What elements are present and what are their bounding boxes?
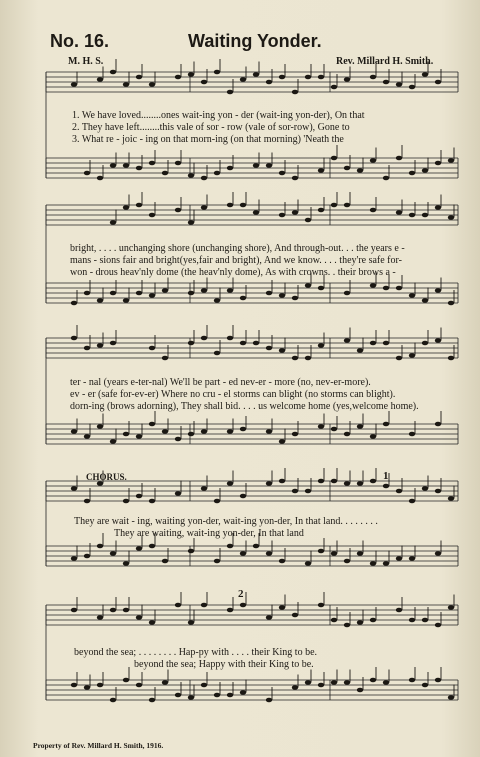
notehead [227, 90, 233, 95]
notehead [422, 683, 428, 688]
notehead [240, 203, 246, 208]
notehead [253, 72, 259, 77]
notehead [201, 336, 207, 341]
notehead [136, 615, 142, 620]
notehead [214, 70, 220, 75]
notehead [383, 176, 389, 181]
notehead [279, 605, 285, 610]
notehead [344, 432, 350, 437]
notehead [97, 424, 103, 429]
notehead [370, 561, 376, 566]
notehead [318, 208, 324, 213]
notehead [149, 544, 155, 549]
notehead [123, 499, 129, 504]
notehead [227, 429, 233, 434]
music-credit: Rev. Millard H. Smith. [336, 56, 434, 67]
notehead [214, 693, 220, 698]
notehead [422, 72, 428, 77]
notehead [227, 544, 233, 549]
notehead [240, 551, 246, 556]
notehead [279, 75, 285, 80]
notehead [292, 613, 298, 618]
notehead [357, 620, 363, 625]
notehead [279, 213, 285, 218]
notehead [279, 171, 285, 176]
notehead [97, 615, 103, 620]
notehead [123, 561, 129, 566]
notehead [331, 479, 337, 484]
notehead [149, 620, 155, 625]
notehead [266, 346, 272, 351]
notehead [357, 348, 363, 353]
system2-line-2: mans - sions fair and bright(yes,fair and bright), And we know. . . . they're safe for- [70, 255, 402, 266]
notehead [409, 293, 415, 298]
notehead [266, 429, 272, 434]
notehead [201, 80, 207, 85]
notehead [357, 424, 363, 429]
notehead [227, 288, 233, 293]
chorus-label: CHORUS. [86, 472, 127, 482]
notehead [292, 90, 298, 95]
notehead [357, 168, 363, 173]
notehead [331, 618, 337, 623]
notehead [396, 356, 402, 361]
notehead [110, 163, 116, 168]
notehead [97, 77, 103, 82]
notehead [149, 213, 155, 218]
notehead [136, 434, 142, 439]
notehead [370, 283, 376, 288]
notehead [97, 544, 103, 549]
notehead [383, 80, 389, 85]
ending-soprano-line: beyond the sea; . . . . . . . . Hap-py with . . . . their King to be. [74, 647, 318, 658]
notehead [123, 163, 129, 168]
notehead [344, 291, 350, 296]
notehead [383, 680, 389, 685]
notehead [175, 161, 181, 166]
notehead [71, 608, 77, 613]
notehead [396, 608, 402, 613]
notehead [266, 551, 272, 556]
notehead [318, 286, 324, 291]
notehead [97, 343, 103, 348]
notehead [175, 208, 181, 213]
notehead [188, 72, 194, 77]
notehead [344, 623, 350, 628]
notehead [240, 341, 246, 346]
notehead [240, 296, 246, 301]
notehead [188, 620, 194, 625]
notehead [448, 496, 454, 501]
notehead [344, 481, 350, 486]
notehead [305, 75, 311, 80]
notehead [110, 70, 116, 75]
notehead [123, 205, 129, 210]
notehead [188, 173, 194, 178]
notehead [331, 427, 337, 432]
notehead [149, 161, 155, 166]
notehead [240, 427, 246, 432]
notehead [71, 336, 77, 341]
notehead [240, 77, 246, 82]
notehead [357, 481, 363, 486]
notehead [318, 683, 324, 688]
notehead [201, 683, 207, 688]
notehead [149, 698, 155, 703]
notehead [292, 296, 298, 301]
notehead [331, 156, 337, 161]
notehead [344, 77, 350, 82]
system3-line-2: ev - er (safe for-ev-er) Where no cru - el storms can blight (no storms can blight). [70, 389, 396, 400]
system3-line-1: ter - nal (years e-ter-nal) We'll be part - ed nev-er - more (no, nev-er-more). [70, 377, 371, 388]
notehead [279, 479, 285, 484]
notehead [188, 220, 194, 225]
notehead [110, 291, 116, 296]
notehead [71, 82, 77, 87]
notehead [409, 353, 415, 358]
notehead [318, 603, 324, 608]
notehead [71, 301, 77, 306]
notehead [331, 85, 337, 90]
notehead [448, 215, 454, 220]
notehead [201, 486, 207, 491]
notehead [383, 422, 389, 427]
notehead [435, 678, 441, 683]
notehead [253, 210, 259, 215]
notehead [136, 291, 142, 296]
notehead [435, 80, 441, 85]
notehead [422, 213, 428, 218]
notehead [110, 698, 116, 703]
notehead [331, 551, 337, 556]
words-credit: M. H. S. [68, 56, 104, 67]
notehead [435, 338, 441, 343]
notehead [97, 298, 103, 303]
notehead [97, 683, 103, 688]
notehead [188, 549, 194, 554]
notehead [110, 341, 116, 346]
ending-bass-line: beyond the sea; Happy with their King to be. [134, 659, 314, 670]
notehead [201, 205, 207, 210]
notehead [227, 693, 233, 698]
notehead [201, 176, 207, 181]
hymn-number: No. 16. [50, 31, 110, 51]
notehead [201, 429, 207, 434]
notehead [435, 161, 441, 166]
notehead [357, 688, 363, 693]
notehead [188, 695, 194, 700]
notehead [253, 544, 259, 549]
notehead [383, 561, 389, 566]
notehead [266, 698, 272, 703]
notehead [227, 336, 233, 341]
notehead [266, 80, 272, 85]
notehead [136, 683, 142, 688]
notehead [409, 171, 415, 176]
notehead [123, 82, 129, 87]
notehead [422, 618, 428, 623]
notehead [370, 479, 376, 484]
notehead [318, 479, 324, 484]
hymn-title: Waiting Yonder. [188, 31, 322, 51]
notehead [227, 481, 233, 486]
notehead [123, 432, 129, 437]
notehead [149, 422, 155, 427]
notehead [305, 561, 311, 566]
notehead [136, 546, 142, 551]
notehead [305, 489, 311, 494]
notehead [279, 293, 285, 298]
notehead [344, 338, 350, 343]
notehead [409, 499, 415, 504]
notehead [162, 429, 168, 434]
notehead [266, 615, 272, 620]
notehead [110, 220, 116, 225]
notehead [266, 291, 272, 296]
notehead [344, 166, 350, 171]
notehead [370, 75, 376, 80]
notehead [396, 489, 402, 494]
notehead [214, 499, 220, 504]
notehead [435, 422, 441, 427]
notehead [84, 291, 90, 296]
notehead [162, 288, 168, 293]
notehead [409, 85, 415, 90]
notehead [201, 288, 207, 293]
notehead [149, 82, 155, 87]
notehead [435, 489, 441, 494]
notehead [331, 680, 337, 685]
notehead [162, 171, 168, 176]
notehead [227, 166, 233, 171]
notehead [227, 203, 233, 208]
notehead [344, 203, 350, 208]
notehead [422, 486, 428, 491]
copyright-footer: Property of Rev. Millard H. Smith, 1916. [33, 741, 164, 750]
notehead [84, 171, 90, 176]
notehead [370, 341, 376, 346]
notehead [136, 166, 142, 171]
notehead [71, 429, 77, 434]
notehead [240, 603, 246, 608]
notehead [253, 163, 259, 168]
notehead [318, 549, 324, 554]
notehead [292, 356, 298, 361]
notehead [279, 439, 285, 444]
ending-2-mark: 2 [238, 588, 244, 600]
notehead [279, 348, 285, 353]
notehead [253, 341, 259, 346]
notehead [292, 432, 298, 437]
notehead [344, 680, 350, 685]
notehead [422, 298, 428, 303]
notehead [110, 439, 116, 444]
notehead [71, 683, 77, 688]
notehead [305, 680, 311, 685]
notehead [149, 499, 155, 504]
notehead [227, 608, 233, 613]
notehead [188, 291, 194, 296]
notehead [409, 618, 415, 623]
notehead [266, 163, 272, 168]
notehead [240, 494, 246, 499]
notehead [305, 283, 311, 288]
notehead [370, 158, 376, 163]
notehead [84, 346, 90, 351]
notehead [435, 623, 441, 628]
notehead [214, 351, 220, 356]
notehead [292, 210, 298, 215]
notehead [435, 551, 441, 556]
notehead [396, 556, 402, 561]
notehead [110, 551, 116, 556]
notehead [448, 158, 454, 163]
notehead [305, 218, 311, 223]
notehead [331, 203, 337, 208]
notehead [448, 695, 454, 700]
notehead [383, 286, 389, 291]
notehead [214, 559, 220, 564]
notehead [396, 156, 402, 161]
notehead [318, 424, 324, 429]
chorus-soprano-line: They are wait - ing, waiting yon-der, wait-ing yon-der, In that land. . . . . . . . [74, 516, 378, 527]
notehead [292, 489, 298, 494]
notehead [162, 680, 168, 685]
notehead [123, 678, 129, 683]
notehead [448, 301, 454, 306]
notehead [422, 341, 428, 346]
verse-line-1: 1. We have loved........ones wait-ing yon - der (wait-ing yon-der), On that [72, 110, 365, 121]
notehead [188, 432, 194, 437]
notehead [292, 685, 298, 690]
notehead [292, 176, 298, 181]
notehead [84, 554, 90, 559]
notehead [136, 203, 142, 208]
notehead [305, 356, 311, 361]
notehead [84, 434, 90, 439]
notehead [409, 213, 415, 218]
notehead [71, 556, 77, 561]
notehead [84, 685, 90, 690]
notehead [123, 608, 129, 613]
notehead [175, 437, 181, 442]
notehead [370, 434, 376, 439]
ending-1-mark: 1 [383, 470, 389, 482]
notehead [344, 559, 350, 564]
notehead [149, 346, 155, 351]
system3-line-3: dorn-ing (brows adorning), They shall bid. . . . us welcome home (yes,welcome home). [70, 401, 419, 412]
notehead [318, 168, 324, 173]
notehead [175, 75, 181, 80]
notehead [214, 298, 220, 303]
verse-line-3: 3. What re - joic - ing on that morn-ing (on that morning) 'Neath the [72, 134, 344, 145]
notehead [84, 499, 90, 504]
notehead [136, 75, 142, 80]
notehead [149, 293, 155, 298]
notehead [409, 432, 415, 437]
verse-line-2: 2. They have left........this vale of sor - row (vale of sor-row), Gone to [72, 122, 350, 133]
notehead [162, 559, 168, 564]
notehead [370, 678, 376, 683]
notehead [110, 608, 116, 613]
notehead [435, 288, 441, 293]
system2-line-3: won - drous heav'nly dome (the heav'nly dome), As with crowns. . their brows a - [70, 267, 396, 278]
notehead [136, 494, 142, 499]
notehead [435, 205, 441, 210]
notehead [123, 298, 129, 303]
notehead [409, 556, 415, 561]
notehead [396, 210, 402, 215]
notehead [357, 551, 363, 556]
notehead [318, 75, 324, 80]
notehead [318, 343, 324, 348]
notehead [201, 603, 207, 608]
notehead [162, 356, 168, 361]
notehead [448, 356, 454, 361]
notehead [383, 484, 389, 489]
notehead [175, 603, 181, 608]
notehead [240, 690, 246, 695]
notehead [214, 171, 220, 176]
notehead [279, 559, 285, 564]
notehead [266, 481, 272, 486]
notehead [383, 341, 389, 346]
notehead [188, 341, 194, 346]
notehead [396, 286, 402, 291]
notehead [175, 693, 181, 698]
system2-line-1: bright, . . . . unchanging shore (unchanging shore), And through-out. . . the years e - [70, 243, 405, 254]
notehead [71, 486, 77, 491]
notehead [175, 491, 181, 496]
notehead [370, 618, 376, 623]
notehead [448, 605, 454, 610]
notehead [97, 176, 103, 181]
notehead [422, 168, 428, 173]
notehead [370, 208, 376, 213]
notehead [409, 678, 415, 683]
notehead [396, 82, 402, 87]
chorus-bass-line: They are waiting, wait-ing yon-der, In that land [114, 528, 304, 539]
